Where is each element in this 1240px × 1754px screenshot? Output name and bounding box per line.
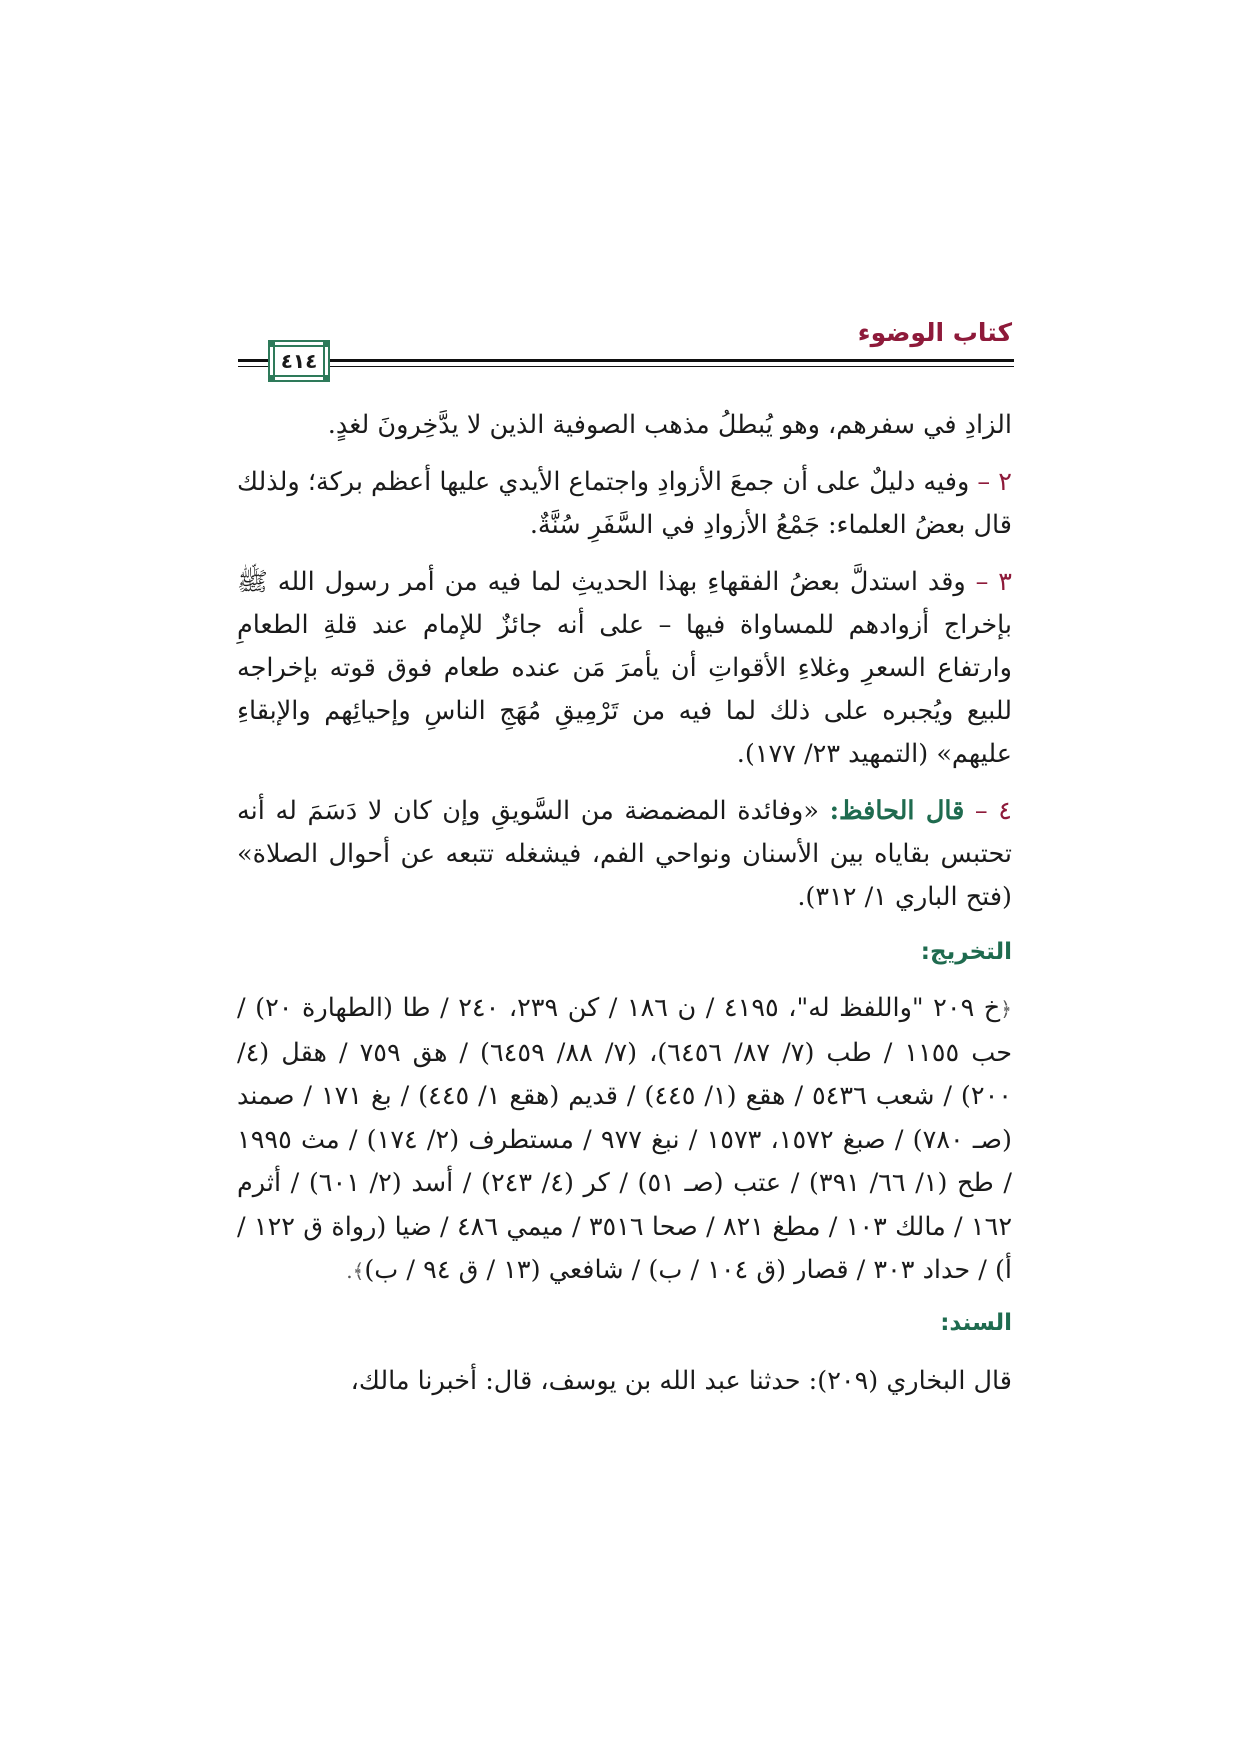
badge-ornament <box>323 340 330 347</box>
header-rule-thick <box>238 359 1014 362</box>
point-3 <box>237 561 1012 776</box>
point-text: «وفائدة المضمضة من السَّويقِ وإن كان لا دَسَمَ له أنه تحتبس بقاياه بين الأسنان ونواحي الفم، فيشغله تتبعه عن أحوال الصلاة» (فتح الباري ١/ ٣١٢). <box>237 796 1012 912</box>
takhrij-references <box>237 987 1012 1294</box>
header-rule-thin <box>238 366 1014 367</box>
badge-ornament <box>268 375 275 382</box>
takhrij-text: خ ٢٠٩ "واللفظ له"، ٤١٩٥ / ن ١٨٦ / كن ٢٣٩، ٢٤٠ / طا (الطهارة ٢٠) / حب ١١٥٥ / طب (٧/ ٨٧/ ٦٤٥٦)، (٧/ ٨٨/ ٦٤٥٩) / هق ٧٥٩ / هقل (٤/ ٢٠٠) / شعب ٥٤٣٦ / هقع (١/ ٤٤٥) / قديم (هقع ١/ ٤٤٥) / بغ ١٧١ / صمند (صـ ٧٨٠) / صبغ ١٥٧٢، ١٥٧٣ / نبغ ٩٧٧ / مستطرف (٢/ ١٧٤) / مث ١٩٩٥ / طح (١/ ٦٦/ ٣٩١) / عتب (صـ ٥١) / كر (٤/ ٢٤٣) / أسد (٢/ ٦٠١) / أثرم ١٦٢ / مالك ١٠٣ / مطغ ٨٢١ / صحا ٣٥١٦ / ميمي ٤٨٦ / ضيا (رواة ق ١٢٢ / أ) / حداد ٣٠٣ / قصار (ق ١٠٤ / ب) / شافعي (١٣ / ق ٩٤ / ب) <box>237 993 1013 1285</box>
point-2 <box>237 461 1012 547</box>
point-number: ٤ – <box>964 796 1012 826</box>
point-text: وفيه دليلٌ على أن جمعَ الأزوادِ واجتماع الأيدي عليها أعظم بركة؛ ولذلك قال بعضُ العلماء: جَمْعُ الأزوادِ في السَّفَرِ سُنَّةٌ. <box>237 467 1012 540</box>
badge-ornament <box>268 340 275 347</box>
takhrij-heading: التخريج: <box>920 939 1012 965</box>
brace-close: ﴾. <box>346 1259 365 1283</box>
point-text: وقد استدلَّ بعضُ الفقهاءِ بهذا الحديثِ لما فيه من أمر رسول الله ﷺ بإخراج أزوادهم للمساواة فيها – على أنه جائزٌ للإمام عند قلةِ الطعامِ وارتفاع السعرِ وغلاءِ الأقواتِ أن يأمرَ مَن عنده طعام فوق قوته بإخراجه للبيع ويُجبره على ذلك لما فيه من تَرْمِيقِ مُهَجِ الناسِ وإحيائِهم والإبقاءِ عليهم» (التمهيد ٢٣/ ١٧٧). <box>237 567 1012 769</box>
point-number: ٣ – <box>965 567 1012 597</box>
page-number: ٤١٤ <box>280 349 318 373</box>
badge-ornament <box>323 375 330 382</box>
brace-open: ﴿ <box>1000 997 1012 1021</box>
speaker-label: قال الحافظ: <box>829 796 965 826</box>
page-number-badge <box>268 340 330 382</box>
sanad-heading: السند: <box>940 1309 1012 1336</box>
page-content <box>237 404 1012 1417</box>
paragraph-continuation <box>237 404 1012 447</box>
point-4 <box>237 790 1012 919</box>
point-number: ٢ – <box>969 467 1012 497</box>
paragraph-text: الزادِ في سفرهم، وهو يُبطلُ مذهب الصوفية الذين لا يدَّخِرونَ لغدٍ. <box>327 410 1012 440</box>
running-title: كتاب الوضوء <box>857 318 1012 347</box>
sanad-text: قال البخاري (٢٠٩): حدثنا عبد الله بن يوسف، قال: أخبرنا مالك، <box>350 1365 1012 1396</box>
